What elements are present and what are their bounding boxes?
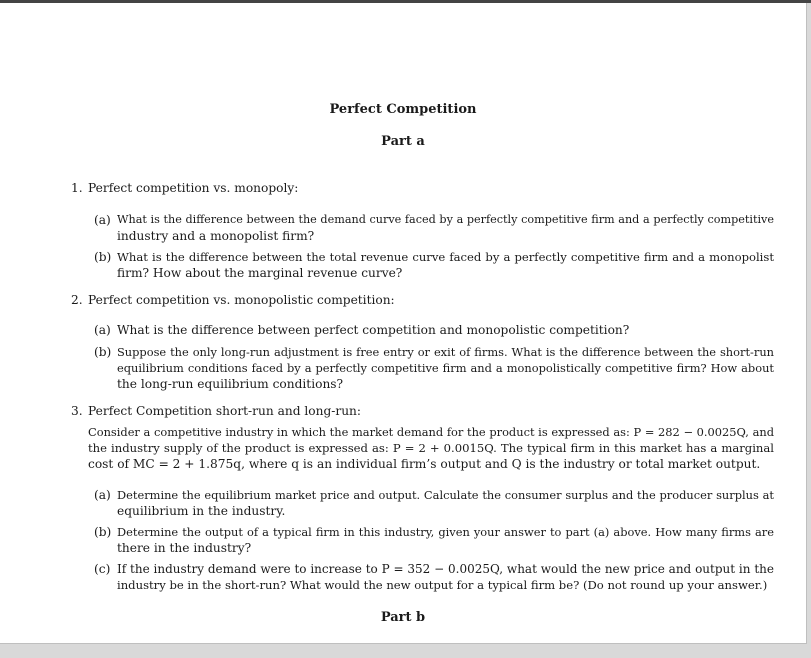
q3c-text	[117, 561, 774, 593]
q2b-line-1: Suppose the only long-run adjustment is free entry or exit of firms. What is the difference between the short-run	[117, 345, 774, 359]
q3-number: 3.	[71, 404, 83, 418]
q1a-line-2: industry and a monopolist firm?	[117, 229, 315, 243]
q3c-line-2: industry be in the short-run? What would the new output for a typical firm be? (Do not round up your answer.)	[117, 578, 768, 592]
q2a-text: What is the difference between perfect competition and monopolistic competition?	[117, 323, 630, 337]
q3-heading: Perfect Competition short-run and long-run:	[88, 404, 362, 418]
q3-intro	[88, 424, 774, 472]
q1-number: 1.	[71, 181, 83, 195]
q3a-line-2: equilibrium in the industry.	[117, 504, 286, 518]
q3a-text	[117, 487, 774, 519]
q2b-label: (b)	[94, 345, 112, 359]
q2b-text	[117, 344, 774, 392]
q1-heading: Perfect competition vs. monopoly:	[88, 181, 299, 195]
q1b-text	[117, 249, 774, 281]
q3a-line-1: Determine the equilibrium market price and output. Calculate the consumer surplus and the producer surplus at	[117, 488, 774, 502]
q3b-line-1: Determine the output of a typical firm in this industry, given your answer to part (a) above. How many firms are	[117, 525, 774, 539]
q1a-text	[117, 212, 774, 244]
q2a-label: (a)	[94, 323, 111, 337]
q3c-label: (c)	[94, 562, 111, 576]
q1b-label: (b)	[94, 250, 112, 264]
q2b-line-2: equilibrium conditions faced by a perfectly competitive firm and a monopolistically competitive firm? How about	[117, 361, 774, 375]
document-page	[0, 3, 807, 644]
part-b-heading: Part b	[380, 610, 426, 625]
page-title: Perfect Competition	[329, 102, 477, 117]
q2-number: 2.	[71, 293, 83, 307]
q3c-line-1: If the industry demand were to increase to P = 352 − 0.0025Q, what would the new price and output in the	[117, 562, 774, 576]
q1a-label: (a)	[94, 213, 111, 227]
q3-intro-line-3: cost of MC = 2 + 1.875q, where q is an individual firm’s output and Q is the industry or total market output.	[88, 457, 761, 471]
q1b-line-1: What is the difference between the total revenue curve faced by a perfectly competitive firm and a monopolist	[117, 250, 774, 264]
q2-heading: Perfect competition vs. monopolistic competition:	[88, 293, 395, 307]
q3-intro-line-1: Consider a competitive industry in which the market demand for the product is expressed as: P = 282 − 0.0025Q, and	[88, 425, 774, 439]
q3b-line-2: there in the industry?	[117, 541, 252, 555]
q1b-line-2: firm? How about the marginal revenue curve?	[117, 266, 403, 280]
q2b-line-3: the long-run equilibrium conditions?	[117, 377, 344, 391]
q3a-label: (a)	[94, 488, 111, 502]
q3b-text	[117, 524, 774, 556]
q1a-line-1: What is the difference between the demand curve faced by a perfectly competitive firm and a perfectly competitive	[117, 213, 774, 226]
part-a-heading: Part a	[381, 134, 425, 149]
q3b-label: (b)	[94, 525, 112, 539]
q3-intro-line-2: the industry supply of the product is expressed as: P = 2 + 0.0015Q. The typical firm in this market has a marginal	[88, 441, 774, 455]
